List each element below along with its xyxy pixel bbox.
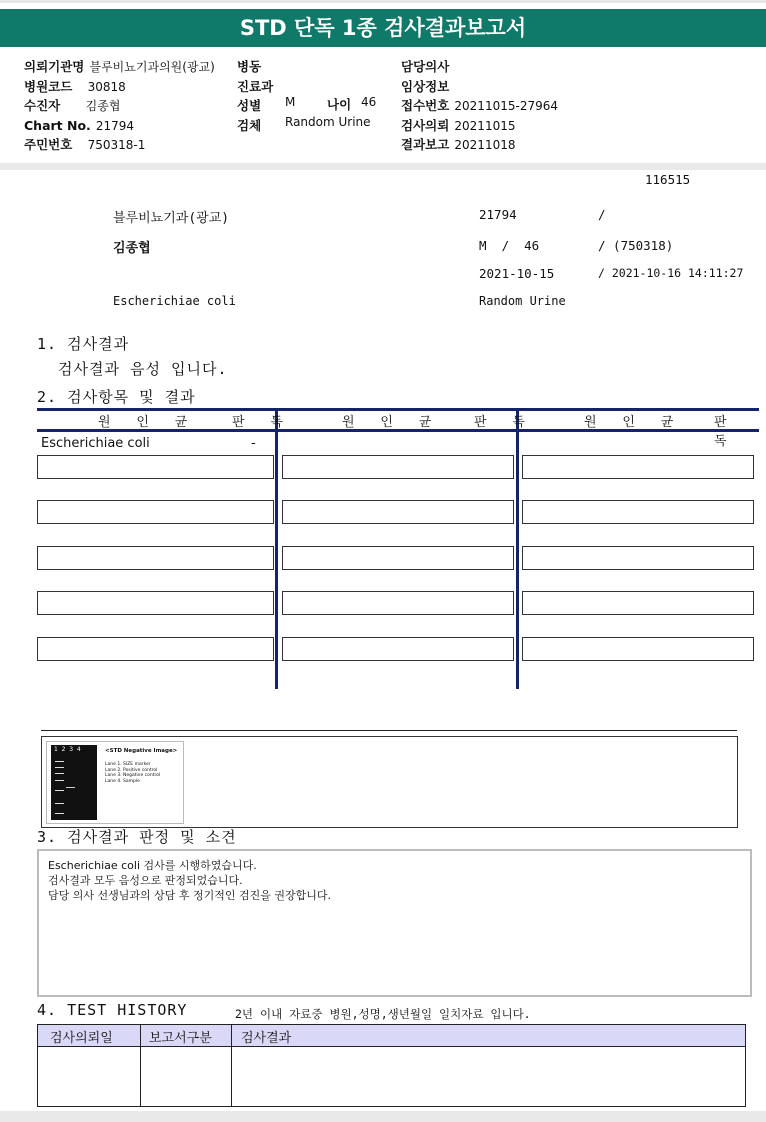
result-cell (282, 637, 514, 661)
info-label: 수진자 (24, 98, 61, 113)
info-label: 결과보고 (401, 137, 450, 152)
result-cell (37, 455, 274, 479)
result-cell (522, 500, 754, 524)
info-value: 블루비뇨기과의원(광교) (89, 60, 215, 74)
col-header-pathogen: 원 인 균 (584, 415, 683, 430)
result-value: - (251, 436, 256, 451)
info-label: 접수번호 (401, 98, 450, 113)
section1-result: 검사결과 음성 입니다. (58, 360, 228, 378)
gel-title: <STD Negative Image> (105, 748, 178, 754)
opinion-box (37, 849, 752, 997)
history-divider (231, 1024, 232, 1107)
result-cell (282, 500, 514, 524)
table-divider-1 (275, 408, 278, 689)
info-value: 김종협 (85, 99, 121, 113)
gel-legend-item: Lane 3. Negative control (105, 773, 161, 778)
info-label: 의뢰기관명 (24, 59, 85, 74)
info-value: M (285, 95, 296, 109)
info-value: 20211018 (454, 138, 516, 152)
summary-birth: / (750318) (598, 238, 674, 253)
info-value: Random Urine (285, 114, 371, 129)
info-col-2 (237, 56, 397, 134)
gel-band (66, 787, 75, 788)
opinion-line: Escherichiae coli 검사를 시행하였습니다. (48, 859, 257, 872)
info-label: 검사의뢰 (401, 117, 450, 133)
col-header-result: 판 독 (232, 415, 292, 430)
summary-specimen: Random Urine (479, 294, 566, 308)
opinion-text (48, 858, 331, 903)
history-divider (140, 1024, 141, 1107)
info-label: 주민번호 (24, 137, 73, 152)
info-label: 진료과 (237, 78, 274, 94)
info-col-1 (24, 56, 244, 154)
footer-band (0, 1111, 766, 1122)
gel-top-rule (41, 730, 737, 731)
info-col-3 (401, 56, 701, 154)
gel-band (55, 761, 64, 762)
gel-band (55, 767, 64, 768)
summary-slash: / (598, 207, 606, 222)
section4-title: 4. TEST HISTORY (37, 1001, 188, 1019)
result-cell (522, 637, 754, 661)
summary-test-name: Escherichiae coli (113, 294, 236, 308)
gel-legend-item: Lane 4. Sample (105, 778, 140, 784)
separator-band (0, 163, 766, 170)
result-cell (37, 591, 274, 615)
history-col-type: 보고서구분 (149, 1031, 212, 1046)
info-label: 병동 (237, 59, 262, 74)
info-value: 20211015-27964 (454, 99, 558, 113)
summary-report-datetime: / 2021-10-16 14:11:27 (598, 266, 744, 280)
result-cell (522, 591, 754, 615)
result-cell (522, 546, 754, 570)
gel-band (55, 803, 64, 804)
result-cell (282, 546, 514, 570)
info-label: 검체 (237, 117, 262, 133)
summary-hospital: 블루비뇨기과(광교) (113, 211, 230, 226)
report-title: STD 단독 1종 검사결과보고서 (0, 9, 766, 47)
opinion-line: 담당 의사 선생님과의 상담 후 정기적인 검진을 권장합니다. (48, 889, 331, 902)
top-edge (0, 0, 766, 3)
section2-title: 2. 검사항목 및 결과 (37, 388, 196, 406)
age-value: 46 (361, 95, 377, 109)
result-cell (282, 455, 514, 479)
col-header-result: 판 독 (714, 415, 736, 449)
info-label: 성별 (237, 98, 262, 113)
gel-band (55, 790, 64, 791)
info-label: 임상정보 (401, 78, 450, 94)
summary-chart: 21794 (479, 207, 517, 222)
info-label: 담당의사 (401, 59, 450, 74)
info-value: 750318-1 (87, 138, 146, 152)
summary-name: 김종협 (113, 241, 151, 256)
gel-band (55, 813, 64, 814)
result-cell (37, 637, 274, 661)
gel-band (55, 773, 64, 774)
gel-image (46, 741, 184, 824)
age-label: 나이 (327, 97, 352, 112)
summary-code: 116515 (645, 172, 691, 187)
col-header-result: 판 독 (474, 415, 534, 430)
result-cell (37, 500, 274, 524)
col-header-pathogen: 원 인 균 (98, 415, 197, 430)
history-col-date: 검사의뢰일 (50, 1031, 113, 1046)
gel-legend-item: Lane 1. SIZE marker (105, 762, 151, 767)
gel-legend (105, 762, 160, 784)
info-value: 21794 (95, 118, 135, 133)
summary-request-date: 2021-10-15 (479, 266, 555, 281)
result-cell (522, 455, 754, 479)
gel-legend-item: Lane 2. Positive control (105, 767, 158, 773)
section1-title: 1. 검사결과 (37, 335, 130, 353)
result-pathogen: Escherichiae coli (41, 436, 150, 451)
summary-sex-age: M / 46 (479, 238, 540, 253)
history-col-result: 검사결과 (241, 1031, 292, 1046)
table-divider-2 (516, 408, 519, 689)
result-cell (282, 591, 514, 615)
info-value: 20211015 (454, 118, 516, 133)
history-body (37, 1045, 746, 1107)
info-value: 30818 (87, 79, 126, 94)
gel-band (55, 780, 64, 781)
opinion-line: 검사결과 모두 음성으로 판정되었습니다. (48, 874, 243, 887)
result-cell (37, 546, 274, 570)
gel-lane-numbers: 1 2 3 4 (54, 746, 81, 753)
gel-lanes (51, 745, 97, 820)
section3-title: 3. 검사결과 판정 및 소견 (37, 828, 237, 846)
history-header-row (37, 1024, 746, 1047)
info-label: Chart No. (24, 117, 91, 133)
info-label: 병원코드 (24, 78, 73, 94)
history-note: 2년 이내 자료중 병원,성명,생년월일 일치자료 입니다. (235, 1007, 531, 1021)
col-header-pathogen: 원 인 균 (342, 415, 441, 430)
